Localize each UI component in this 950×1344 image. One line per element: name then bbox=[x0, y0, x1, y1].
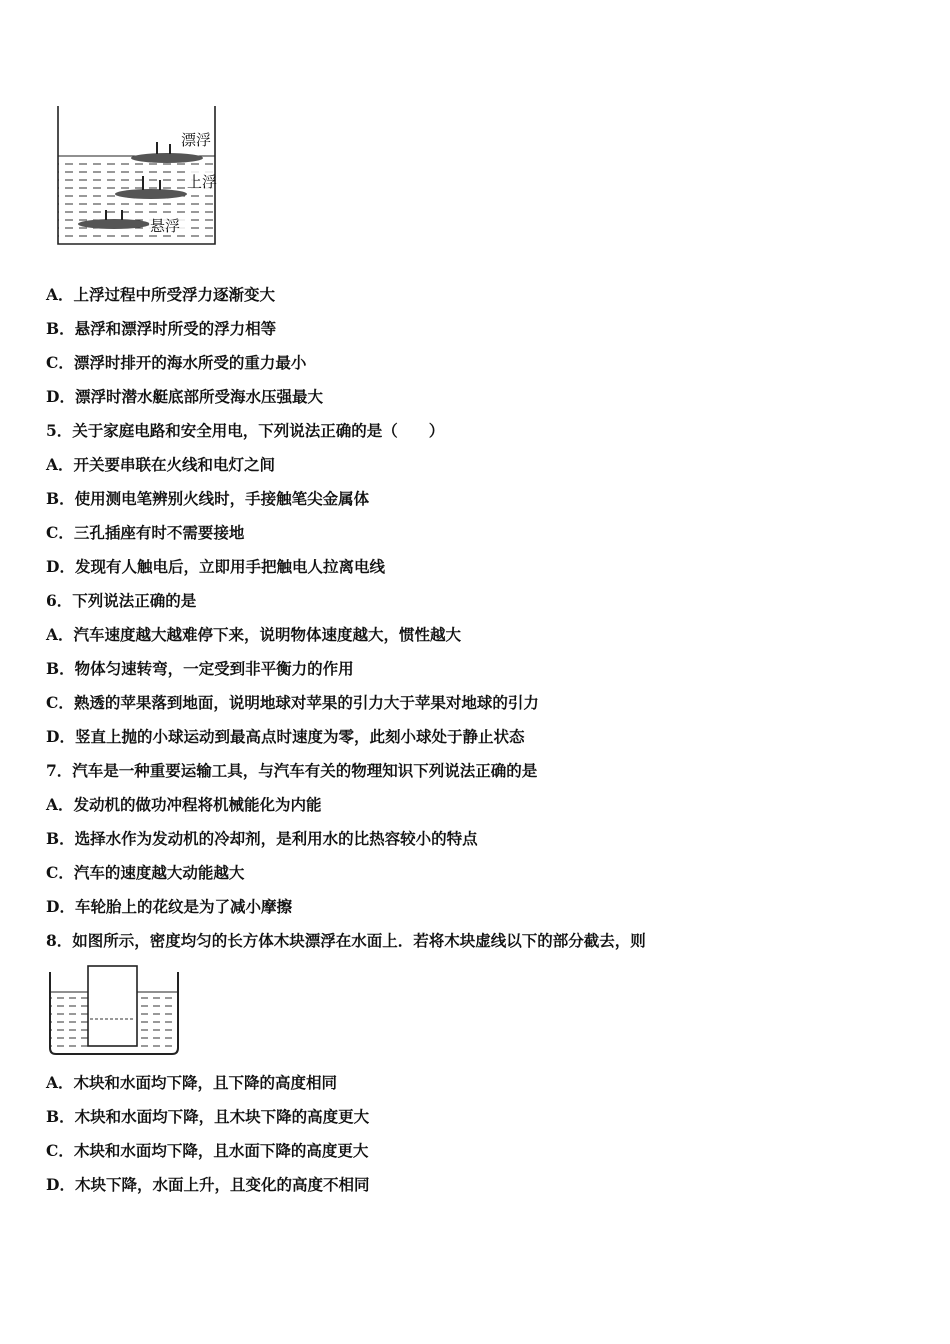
q8-stem: 8．如图所示，密度均匀的长方体木块漂浮在水面上．若将木块虚线以下的部分截去，则 bbox=[46, 931, 646, 950]
q8-option-c: C．木块和水面均下降，且水面下降的高度更大 bbox=[46, 1141, 369, 1160]
q7-stem: 7．汽车是一种重要运输工具，与汽车有关的物理知识下列说法正确的是 bbox=[46, 761, 538, 780]
q5-stem: 5．关于家庭电路和安全用电，下列说法正确的是（ ） bbox=[46, 421, 445, 440]
q8-option-b: B．木块和水面均下降，且木块下降的高度更大 bbox=[46, 1107, 370, 1126]
q6-option-b: B．物体匀速转弯，一定受到非平衡力的作用 bbox=[46, 659, 354, 678]
q8-option-d: D．木块下降，水面上升，且变化的高度不相同 bbox=[46, 1175, 370, 1194]
q6-option-a: A．汽车速度越大越难停下来，说明物体速度越大，惯性越大 bbox=[46, 625, 462, 644]
q7-option-b: B．选择水作为发动机的冷却剂，是利用水的比热容较小的特点 bbox=[46, 829, 478, 848]
q5-option-b: B．使用测电笔辨别火线时，手接触笔尖金属体 bbox=[46, 489, 370, 508]
label-suspend: 悬浮 bbox=[150, 217, 181, 235]
q8-option-a: A．木块和水面均下降，且下降的高度相同 bbox=[46, 1073, 338, 1092]
label-float: 漂浮 bbox=[181, 131, 212, 149]
q5-option-a: A．开关要串联在火线和电灯之间 bbox=[46, 455, 276, 474]
q6-stem: 6．下列说法正确的是 bbox=[46, 591, 197, 610]
submarine-figure bbox=[50, 104, 225, 250]
q7-option-a: A．发动机的做功冲程将机械能化为内能 bbox=[46, 795, 322, 814]
q7-option-c: C．汽车的速度越大动能越大 bbox=[46, 863, 245, 882]
water-region bbox=[58, 156, 218, 244]
q7-option-d: D．车轮胎上的花纹是为了减小摩擦 bbox=[46, 897, 292, 916]
q4-option-d: D．漂浮时潜水艇底部所受海水压强最大 bbox=[46, 387, 323, 406]
wood-block-figure bbox=[44, 962, 184, 1058]
q6-option-c: C．熟透的苹果落到地面，说明地球对苹果的引力大于苹果对地球的引力 bbox=[46, 693, 539, 712]
label-rise: 上浮 bbox=[187, 173, 218, 191]
q4-option-c: C．漂浮时排开的海水所受的重力最小 bbox=[46, 353, 307, 372]
wooden-block bbox=[88, 966, 137, 1046]
q6-option-d: D．竖直上抛的小球运动到最高点时速度为零，此刻小球处于静止状态 bbox=[46, 727, 525, 746]
q4-option-a: A．上浮过程中所受浮力逐渐变大 bbox=[46, 285, 276, 304]
q4-option-b: B．悬浮和漂浮时所受的浮力相等 bbox=[46, 319, 277, 338]
q5-option-c: C．三孔插座有时不需要接地 bbox=[46, 523, 245, 542]
q5-option-d: D．发现有人触电后，立即用手把触电人拉离电线 bbox=[46, 557, 385, 576]
